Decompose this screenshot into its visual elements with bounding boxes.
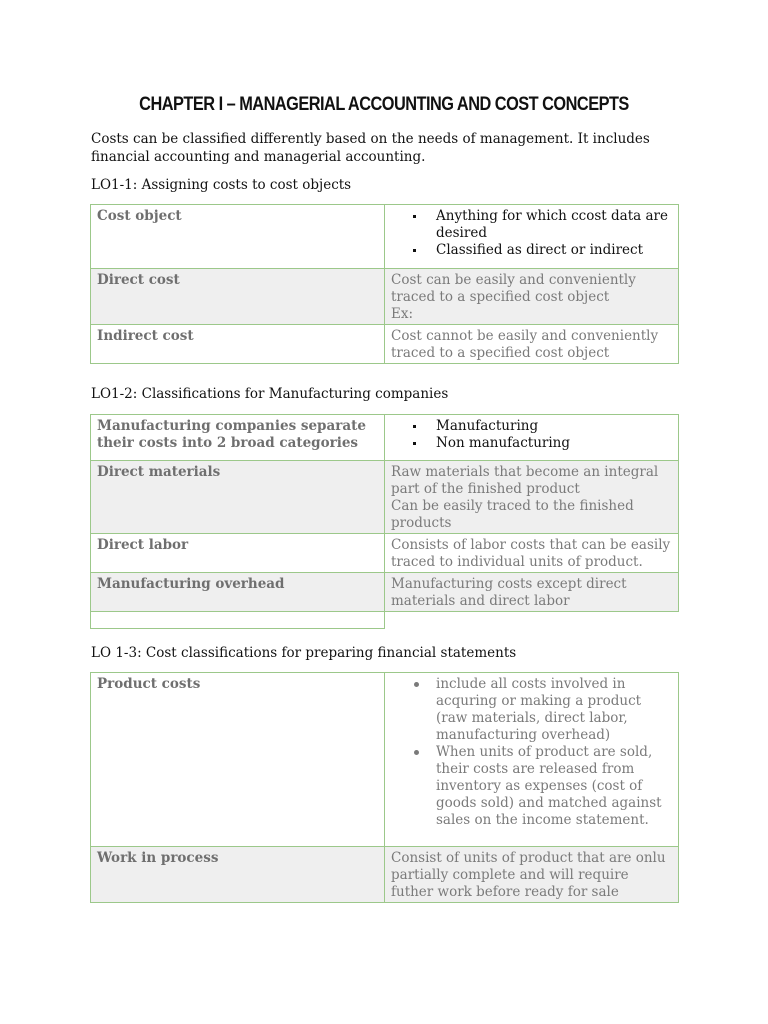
table-row — [91, 847, 679, 903]
definition-line: Consist of units of product that are onlu partially complete and will require futher work before ready for sale — [391, 850, 666, 900]
page-title: CHAPTER I – MANAGERIAL ACCOUNTING AND COST CONCEPTS — [139, 94, 629, 115]
definition-cell — [385, 325, 679, 364]
table-row — [91, 461, 679, 534]
section-heading-lo1-2: LO1-2: Classifications for Manufacturing companies — [91, 386, 449, 402]
table-row — [91, 415, 679, 461]
term-manufacturing-categories: Manufacturing companies separate their costs into 2 broad categories — [97, 418, 366, 451]
term-product-costs: Product costs — [97, 676, 201, 692]
list-item: Classified as direct or indirect — [391, 242, 672, 259]
definition-line: Ex: — [391, 306, 414, 322]
term-cell — [91, 673, 385, 847]
term-cell — [91, 325, 385, 364]
definition-line: Consists of labor costs that can be easily traced to individual units of product. — [391, 537, 671, 570]
term-cell — [91, 269, 385, 325]
term-cell — [91, 847, 385, 903]
table-row — [91, 673, 679, 847]
empty-cell — [385, 612, 679, 629]
bullet-list — [391, 208, 672, 259]
term-manufacturing-overhead: Manufacturing overhead — [97, 576, 285, 592]
list-item: When units of product are sold, their costs are released from inventory as expenses (cost of goods sold) and matched against sales on the income statement. — [391, 744, 672, 829]
definition-line: Can be easily traced to the finished products — [391, 498, 634, 531]
table-row — [91, 269, 679, 325]
bullet-list — [391, 676, 672, 829]
list-item: Manufacturing — [391, 418, 672, 435]
section-heading-lo1-1: LO1-1: Assigning costs to cost objects — [91, 177, 352, 193]
section-heading-lo1-3: LO 1-3: Cost classifications for preparing financial statements — [91, 645, 517, 661]
definition-cell — [385, 461, 679, 534]
definition-line: Cost can be easily and conveniently traced to a specified cost object — [391, 272, 636, 305]
definition-line: Raw materials that become an integral part of the finished product — [391, 464, 659, 497]
table-row — [91, 573, 679, 612]
definition-cell — [385, 269, 679, 325]
lo1-3-table — [90, 672, 679, 903]
table-row — [91, 325, 679, 364]
lo1-1-table — [90, 204, 679, 364]
table-row-empty — [91, 612, 679, 629]
intro-paragraph: Costs can be classified differently based on the needs of management. It includes financial accounting and managerial accounting. — [91, 131, 650, 165]
definition-cell — [385, 534, 679, 573]
list-item: Non manufacturing — [391, 435, 672, 452]
definition-line: Cost cannot be easily and conveniently traced to a specified cost object — [391, 328, 659, 361]
term-direct-materials: Direct materials — [97, 464, 221, 480]
term-cell — [91, 205, 385, 269]
term-direct-cost: Direct cost — [97, 272, 180, 288]
term-cell — [91, 534, 385, 573]
definition-line: Manufacturing costs except direct materials and direct labor — [391, 576, 627, 609]
definition-cell — [385, 573, 679, 612]
empty-cell — [91, 612, 385, 629]
definition-cell — [385, 847, 679, 903]
term-work-in-process: Work in process — [97, 850, 219, 866]
term-cell — [91, 573, 385, 612]
term-cell — [91, 461, 385, 534]
definition-cell — [385, 673, 679, 847]
definition-cell — [385, 415, 679, 461]
term-indirect-cost: Indirect cost — [97, 328, 194, 344]
list-item: include all costs involved in acquring or making a product (raw materials, direct labor, manufacturing overhead) — [391, 676, 672, 744]
table-row — [91, 534, 679, 573]
table-row — [91, 205, 679, 269]
term-cost-object: Cost object — [97, 208, 182, 224]
term-cell — [91, 415, 385, 461]
term-direct-labor: Direct labor — [97, 537, 189, 553]
definition-cell — [385, 205, 679, 269]
bullet-list — [391, 418, 672, 452]
list-item: Anything for which ccost data are desired — [391, 208, 672, 242]
lo1-2-table — [90, 414, 679, 629]
